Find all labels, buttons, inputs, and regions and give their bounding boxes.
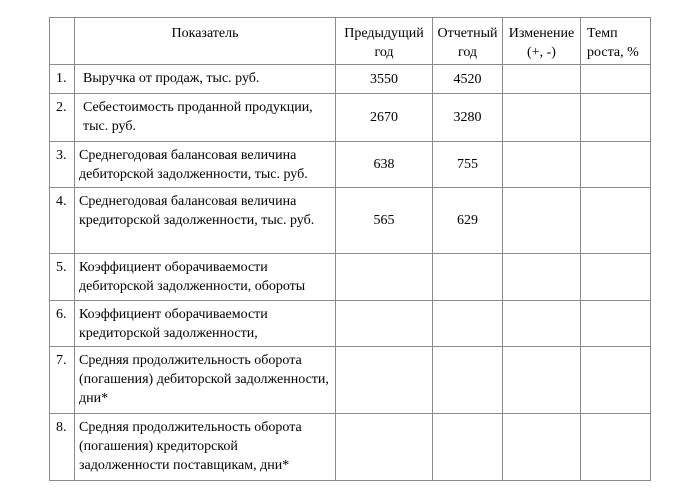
table-row	[50, 65, 651, 94]
row-indicator: Себестоимость проданной продукции, тыс. руб.	[75, 94, 336, 142]
row-reporting-year: 629	[433, 188, 503, 254]
row-change	[503, 301, 581, 347]
table-row	[50, 301, 651, 347]
row-previous-year	[336, 347, 433, 414]
row-indicator: Выручка от продаж, тыс. руб.	[75, 65, 336, 94]
row-change	[503, 94, 581, 142]
row-previous-year	[336, 414, 433, 481]
row-change	[503, 414, 581, 481]
row-reporting-year: 755	[433, 142, 503, 188]
row-previous-year: 3550	[336, 65, 433, 94]
row-growth-rate	[581, 347, 651, 414]
row-growth-rate	[581, 188, 651, 254]
row-indicator: Среднегодовая балансовая величина дебиторской задолженности, тыс. руб.	[75, 142, 336, 188]
row-indicator: Среднегодовая балансовая величина кредиторской задолженности, тыс. руб.	[75, 188, 336, 254]
row-previous-year	[336, 254, 433, 301]
row-growth-rate	[581, 65, 651, 94]
row-reporting-year	[433, 254, 503, 301]
row-previous-year: 638	[336, 142, 433, 188]
header-reporting-year: Отчетный год	[433, 18, 503, 65]
row-number: 1.	[50, 65, 75, 94]
row-indicator: Коэффициент оборачиваемости дебиторской задолженности, обороты	[75, 254, 336, 301]
row-change	[503, 65, 581, 94]
header-indicator: Показатель	[75, 18, 336, 65]
row-change	[503, 142, 581, 188]
table-row	[50, 142, 651, 188]
row-number: 7.	[50, 347, 75, 414]
row-reporting-year	[433, 347, 503, 414]
row-indicator: Средняя продолжительность оборота (погашения) дебиторской задолженности, дни*	[75, 347, 336, 414]
row-previous-year	[336, 301, 433, 347]
header-row	[50, 18, 651, 65]
header-growth-rate: Темп роста, %	[581, 18, 651, 65]
row-indicator: Коэффициент оборачиваемости кредиторской задолженности,	[75, 301, 336, 347]
table-row	[50, 254, 651, 301]
row-reporting-year	[433, 301, 503, 347]
table-row	[50, 347, 651, 414]
header-previous-year: Предыдущий год	[336, 18, 433, 65]
row-number: 6.	[50, 301, 75, 347]
row-number: 4.	[50, 188, 75, 254]
row-reporting-year: 4520	[433, 65, 503, 94]
row-growth-rate	[581, 94, 651, 142]
row-reporting-year	[433, 414, 503, 481]
row-previous-year: 2670	[336, 94, 433, 142]
row-number: 8.	[50, 414, 75, 481]
row-change	[503, 188, 581, 254]
row-previous-year: 565	[336, 188, 433, 254]
row-change	[503, 254, 581, 301]
row-change	[503, 347, 581, 414]
indicators-table	[49, 17, 651, 481]
header-change: Изменение (+, -)	[503, 18, 581, 65]
row-growth-rate	[581, 414, 651, 481]
row-number: 3.	[50, 142, 75, 188]
row-growth-rate	[581, 301, 651, 347]
table-row	[50, 188, 651, 254]
row-number: 5.	[50, 254, 75, 301]
table-row	[50, 94, 651, 142]
row-indicator: Средняя продолжительность оборота (погашения) кредиторской задолженности поставщикам, дни*	[75, 414, 336, 481]
table-row	[50, 414, 651, 481]
row-reporting-year: 3280	[433, 94, 503, 142]
row-growth-rate	[581, 142, 651, 188]
row-number: 2.	[50, 94, 75, 142]
row-growth-rate	[581, 254, 651, 301]
header-number	[50, 18, 75, 65]
